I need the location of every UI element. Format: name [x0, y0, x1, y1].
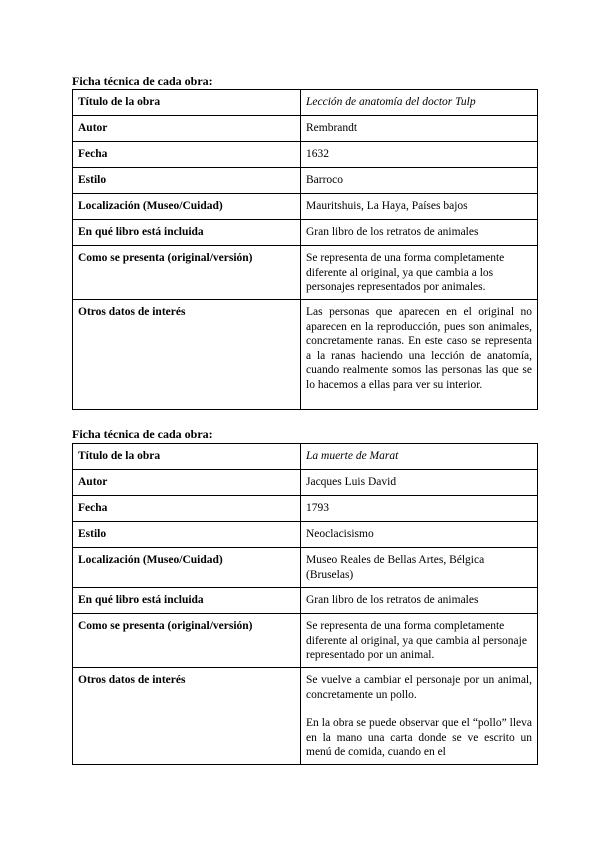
- table-row: [73, 168, 538, 194]
- table-row: [73, 470, 538, 496]
- date-value: 1793: [301, 496, 538, 522]
- table-row: [73, 246, 538, 300]
- row-label: Localización (Museo/Cuidad): [73, 194, 301, 220]
- author-value: Rembrandt: [301, 116, 538, 142]
- location-value: Mauritshuis, La Haya, Países bajos: [301, 194, 538, 220]
- row-label: Localización (Museo/Cuidad): [73, 548, 301, 588]
- table-row: [73, 496, 538, 522]
- row-label: Estilo: [73, 522, 301, 548]
- style-value: Neoclacisismo: [301, 522, 538, 548]
- table-row: [73, 522, 538, 548]
- table-row: [73, 194, 538, 220]
- ficha-table: [72, 89, 538, 410]
- row-label: Autor: [73, 116, 301, 142]
- title-value: Lección de anatomía del doctor Tulp: [301, 90, 538, 116]
- table-row: [73, 142, 538, 168]
- row-label: Como se presenta (original/versión): [73, 614, 301, 668]
- presentation-value: Se representa de una forma completamente diferente al original, ya que cambia al personaje representado por un animal.: [301, 614, 538, 668]
- row-label: Fecha: [73, 142, 301, 168]
- row-label: Otros datos de interés: [73, 300, 301, 410]
- table-row: [73, 444, 538, 470]
- ficha-heading: Ficha técnica de cada obra:: [72, 427, 213, 441]
- title-value: La muerte de Marat: [301, 444, 538, 470]
- row-label: Autor: [73, 470, 301, 496]
- author-value: Jacques Luis David: [301, 470, 538, 496]
- table-row: [73, 90, 538, 116]
- row-label: En qué libro está incluida: [73, 220, 301, 246]
- ficha-table: [72, 443, 538, 765]
- other-data-paragraph: Se vuelve a cambiar el personaje por un animal, concretamente un pollo.: [306, 674, 532, 701]
- table-row: [73, 614, 538, 668]
- date-value: 1632: [301, 142, 538, 168]
- table-row: [73, 548, 538, 588]
- style-value: Barroco: [301, 168, 538, 194]
- row-label: En qué libro está incluida: [73, 588, 301, 614]
- row-label: Como se presenta (original/versión): [73, 246, 301, 300]
- table-row: [73, 668, 538, 765]
- table-row: [73, 116, 538, 142]
- row-label: Estilo: [73, 168, 301, 194]
- table-row: [73, 220, 538, 246]
- book-value: Gran libro de los retratos de animales: [301, 588, 538, 614]
- row-label: Título de la obra: [73, 444, 301, 470]
- table-row: [73, 300, 538, 410]
- table-row: [73, 588, 538, 614]
- other-data-value: Las personas que aparecen en el original no aparecen en la reproducción, pues son animales, concretamente ranas. En este caso se representa a la ranas haciendo una lección de anatomía, cuando realmente somos las personas las que se lo hacemos a ellas para ver su interior.: [301, 300, 538, 410]
- other-data-value: [301, 668, 538, 765]
- ficha-heading: Ficha técnica de cada obra:: [72, 74, 213, 88]
- row-label: Fecha: [73, 496, 301, 522]
- row-label: Título de la obra: [73, 90, 301, 116]
- location-value: Museo Reales de Bellas Artes, Bélgica (Bruselas): [301, 548, 538, 588]
- presentation-value: Se representa de una forma completamente diferente al original, ya que cambia a los personajes representados por animales.: [301, 246, 538, 300]
- book-value: Gran libro de los retratos de animales: [301, 220, 538, 246]
- row-label: Otros datos de interés: [73, 668, 301, 765]
- other-data-paragraph: En la obra se puede observar que el “pollo” lleva en la mano una carta donde se ve escrito un menú de comida, cuando en el: [306, 717, 532, 758]
